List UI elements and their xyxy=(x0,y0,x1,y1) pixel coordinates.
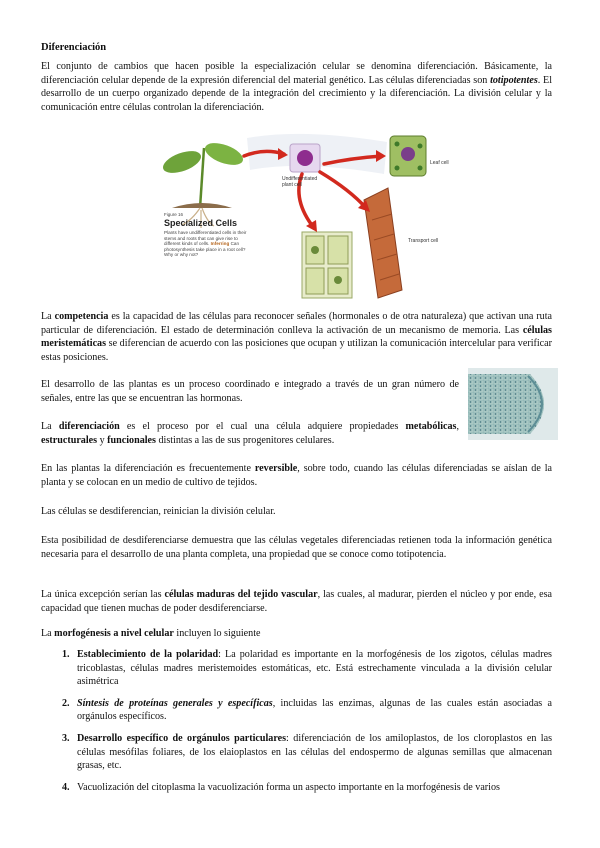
bold-competencia: competencia xyxy=(54,311,109,322)
root-cells-icon xyxy=(302,232,352,298)
transport-cell-label: Transport cell xyxy=(408,238,439,244)
dediff-paragraph: Las células se desdiferencian, reinician la división celular. xyxy=(41,506,276,517)
figure-body: Plants have undifferentiated cells in their stems and roots that can give rise to different kinds of cells. Inferring Can photosynthesis take place in a root cell? Why or why not? xyxy=(164,230,247,258)
list-item: 3. Desarrollo específico de orgánulos particulares: diferenciación de los amiloplastos, de los cloroplastos en las células mesófilas foliares, de los elaioplastos en las células del endospermo de algunas semillas que almacenan grasas, etc. xyxy=(62,732,552,772)
competence-paragraph: La competencia es la capacidad de las células para reconocer señales (hormonales o de otra naturaleza) que activan una ruta particular de diferenciación. El estado de determinación conlleva la activación de un mecanismo de memoria. Las células meristemáticas se diferencian de acuerdo con las posiciones que ocupan y utilizan la comunicación intercelular para verificar estas posiciones. xyxy=(41,311,552,363)
bold-metabolicas: metabólicas xyxy=(405,421,457,432)
intro-text-2: . El desarrollo de un cuerpo organizado depende de la integración del crecimiento y la diferenciación. La división celular y la comunicación entre células controlan la diferenciación. xyxy=(41,74,552,113)
specialized-cells-figure xyxy=(152,130,452,300)
intro-bold-totipotentes: totipotentes xyxy=(490,74,538,86)
figure-caption xyxy=(164,212,252,258)
bold-estructurales: estructurales xyxy=(41,434,98,446)
bold-celulas-meristematicas: células meristemáticas xyxy=(41,324,552,350)
transport-cell-icon xyxy=(364,188,402,298)
development-paragraph: El desarrollo de las plantas es un proceso coordinado e integrado a través de un gran número de señales, entre las que se encuentran las hormonas. xyxy=(41,379,459,404)
list-item: 4. Vacuolización del citoplasma la vacuolización forma un aspecto importante en la morfogénesis de varios xyxy=(62,781,500,793)
nucleus-shape xyxy=(297,150,313,166)
bold-celulas-maduras: células maduras del tejido vascular xyxy=(164,589,318,600)
bold-funcionales: funcionales xyxy=(107,434,156,446)
leaf-cell-label: Leaf cell xyxy=(430,160,449,166)
bold-morfogenesis: morfogénesis a nivel celular xyxy=(54,628,174,639)
list-item: 2. Síntesis de proteínas generales y específicas, incluidas las enzimas, algunas de las cuales están asociadas a orgánulos específicos. xyxy=(62,697,552,723)
bold-reversible: reversible xyxy=(254,463,298,474)
exception-paragraph: La única excepción serían las células maduras del tejido vascular, las cuales, al madurar, pierden el núcleo y por ende, esa capacidad que tienen muchas de poder desdiferenciarse. xyxy=(41,589,552,614)
figure-title: Specialized Cells xyxy=(164,218,238,228)
leaf-cell-icon xyxy=(390,136,426,176)
bold-diferenciacion: diferenciación xyxy=(58,421,120,432)
section-heading: Diferenciación xyxy=(41,42,107,53)
totipotency-paragraph: Esta posibilidad de desdiferenciarse demuestra que las células vegetales diferenciadas retienen toda la información genética necesaria para el desarrollo de una planta completa, una propiedad que se conoce como totipotencia. xyxy=(41,535,552,560)
intro-text-1: El conjunto de cambios que hacen posible la especialización celular se denomina diferenciación. Básicamente, la diferenciación celular depende de la expresión diferencial del material genético. Las células diferenciadas son xyxy=(41,61,552,86)
intro-paragraph xyxy=(41,60,552,114)
definition-paragraph: La diferenciación es el proceso por el cual una célula adquiere propiedades metabólicas, estructurales y funcionales distintas a las de sus progenitores celulares. xyxy=(41,421,460,446)
figure-number: Figure 16 xyxy=(164,212,184,217)
reversible-paragraph: En las plantas la diferenciación es frecuentemente reversible, sobre todo, cuando las células diferenciadas se aíslan de la planta y se colocan en un medio de cultivo de tejidos. xyxy=(41,463,552,488)
undifferentiated-label: Undifferentiated plant cell xyxy=(282,176,318,188)
list-item: 1. Establecimiento de la polaridad: La polaridad es importante en la morfogénesis de los zigotos, células madres tricoblastas, células madres meristemoides estomáticas, etc. Está estrechamente vinculada a la división celular asimétrica xyxy=(62,649,552,688)
morphogenesis-intro: La morfogénesis a nivel celular incluyen lo siguiente xyxy=(41,628,261,639)
morphogenesis-list xyxy=(62,648,552,802)
root-tip-micrograph xyxy=(468,368,558,440)
